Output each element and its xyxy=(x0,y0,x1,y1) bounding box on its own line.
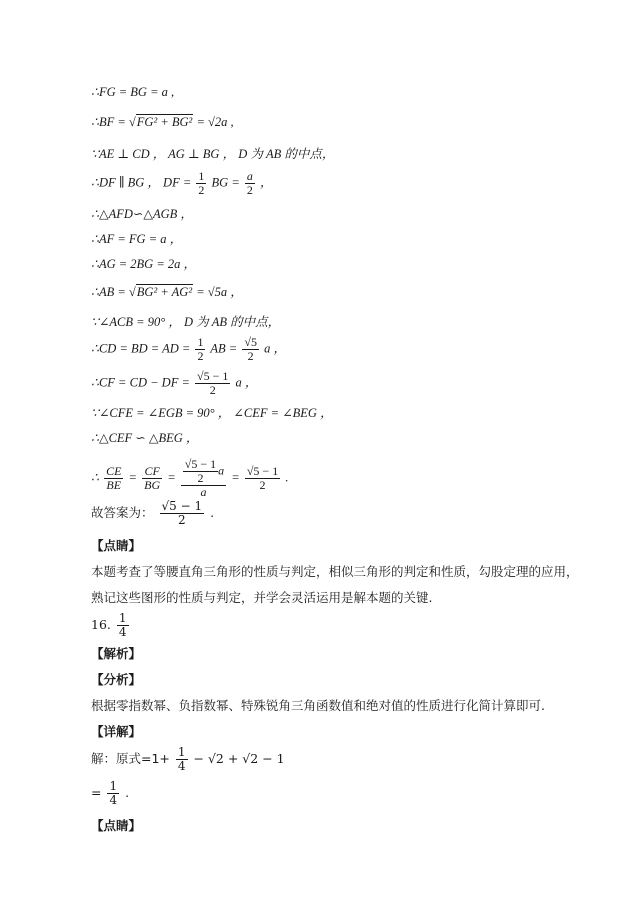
fraction xyxy=(160,500,205,527)
solution-step-2 xyxy=(91,780,129,807)
denominator: 4 xyxy=(109,793,118,807)
answer-suffix: . xyxy=(210,505,215,520)
line8-suffix: = √5a ， xyxy=(196,285,243,299)
line10-mid: AB = xyxy=(210,341,238,356)
denominator: 2 xyxy=(197,349,204,363)
section-heading-fenxi: 【分析】 xyxy=(91,672,142,687)
solution-line-12: ∵∠CFE = ∠EGB = 90° ， ∠CEF = ∠BEG ， xyxy=(91,406,333,420)
variable-a: a xyxy=(218,463,225,478)
numerator: √5 − 1 xyxy=(246,464,279,478)
solution-line-7: ∴AG = 2BG = 2a ， xyxy=(91,257,197,271)
compound-numerator xyxy=(181,458,226,486)
question-16-answer xyxy=(91,612,131,639)
solution-step-1 xyxy=(91,746,285,773)
fraction xyxy=(195,336,205,363)
numerator: CF xyxy=(142,465,162,479)
denominator: 2 xyxy=(209,383,216,397)
fraction xyxy=(142,465,162,492)
solution-line-14 xyxy=(91,458,288,499)
section-heading-xiangjie: 【详解】 xyxy=(91,724,142,739)
numerator: √5 − 1 xyxy=(184,457,217,471)
numerator: 1 xyxy=(198,169,205,183)
denominator: 2 xyxy=(198,183,205,197)
numerator: 1 xyxy=(197,335,204,349)
fraction xyxy=(195,370,230,397)
paragraph-line: 根据零指数幂、负指数幂、特殊锐角三角函数值和绝对值的性质进行化简计算即可. xyxy=(91,698,545,713)
line2-suffix: = √2a , xyxy=(196,115,234,129)
fraction xyxy=(196,170,206,197)
line8-prefix: ∴AB = xyxy=(91,285,126,299)
line11-prefix: ∴CF = CD − DF = xyxy=(91,375,190,390)
line2-prefix: ∴BF = xyxy=(91,115,126,129)
fraction xyxy=(176,746,188,773)
compound-fraction xyxy=(181,458,226,499)
line11-suffix: a ， xyxy=(235,375,258,390)
radicand: BG² + AG² xyxy=(136,285,193,299)
radicand: FG² + BG² xyxy=(136,115,193,129)
solution-line-13: ∴△CEF ∽ △BEG ， xyxy=(91,431,199,445)
fraction xyxy=(245,465,280,492)
numerator: CE xyxy=(106,464,122,478)
numerator: √5 xyxy=(244,335,257,349)
inner-fraction xyxy=(183,458,218,485)
line4-suffix: ， xyxy=(260,175,273,190)
solution-line-1: ∴FG = BG = a , xyxy=(91,85,175,99)
solution-line-5: ∴△AFD∽△AGB ， xyxy=(91,207,193,221)
numerator: a xyxy=(246,169,253,183)
solution-suffix: − √2 + √2 − 1 xyxy=(193,751,285,766)
line14-suffix: . xyxy=(285,470,289,485)
equals: = xyxy=(167,470,176,485)
solution-prefix: 解：原式=1+ xyxy=(91,751,170,766)
result-prefix: = xyxy=(91,785,102,800)
solution-line-2 xyxy=(91,114,234,130)
equals: = xyxy=(128,470,137,485)
fraction xyxy=(245,170,255,197)
denominator: BE xyxy=(106,478,122,492)
section-heading-dianjing: 【点睛】 xyxy=(91,818,142,833)
paragraph-line: 本题考查了等腰直角三角形的性质与判定，相似三角形的判定和性质，勾股定理的应用， xyxy=(91,564,579,579)
line10-suffix: a ， xyxy=(264,341,286,356)
denominator: 2 xyxy=(197,471,204,485)
sqrt-expression: √FG² + BG² xyxy=(128,115,193,129)
numerator: √5 − 1 xyxy=(197,369,229,383)
line14-prefix: ∴ xyxy=(91,470,99,485)
numerator: √5 − 1 xyxy=(161,499,203,513)
question-number: 16. xyxy=(91,617,111,632)
solution-line-3: ∵AE ⊥ CD ， AG ⊥ BG ， D 为 AB 的中点， xyxy=(91,147,335,161)
solution-line-9: ∵∠ACB = 90° ， D 为 AB 的中点， xyxy=(91,315,281,329)
sqrt-expression: √BG² + AG² xyxy=(128,285,193,299)
numerator: 1 xyxy=(118,611,127,625)
denominator: 4 xyxy=(177,759,186,773)
denominator: 2 xyxy=(246,183,253,197)
solution-line-4 xyxy=(91,170,273,197)
section-heading-jiexi: 【解析】 xyxy=(91,646,142,661)
solution-line-11 xyxy=(91,370,257,397)
equals: = xyxy=(231,470,240,485)
numerator: 1 xyxy=(177,745,186,759)
section-heading-dianjing: 【点睛】 xyxy=(91,538,142,553)
denominator: 2 xyxy=(177,513,186,527)
denominator: BG xyxy=(144,478,161,492)
denominator: 4 xyxy=(118,625,127,639)
denominator: 2 xyxy=(259,478,266,492)
numerator: 1 xyxy=(109,779,118,793)
fraction xyxy=(107,780,119,807)
fraction xyxy=(104,465,123,492)
solution-line-6: ∴AF = FG = a ， xyxy=(91,232,183,246)
fraction xyxy=(117,612,129,639)
answer-line xyxy=(91,500,214,527)
line4-mid: BG = xyxy=(211,175,240,190)
line10-prefix: ∴CD = BD = AD = xyxy=(91,341,191,356)
result-suffix: . xyxy=(125,785,130,800)
answer-prefix: 故答案为： xyxy=(91,505,154,520)
solution-line-10 xyxy=(91,336,286,363)
solution-line-8 xyxy=(91,284,243,300)
paragraph-line: 熟记这些图形的性质与判定，并学会灵活运用是解本题的关键. xyxy=(91,590,433,605)
line4-prefix: ∴DF ∥ BG ， DF = xyxy=(91,175,192,190)
fraction xyxy=(242,336,259,363)
denominator: 2 xyxy=(247,349,254,363)
denominator: a xyxy=(200,485,207,499)
